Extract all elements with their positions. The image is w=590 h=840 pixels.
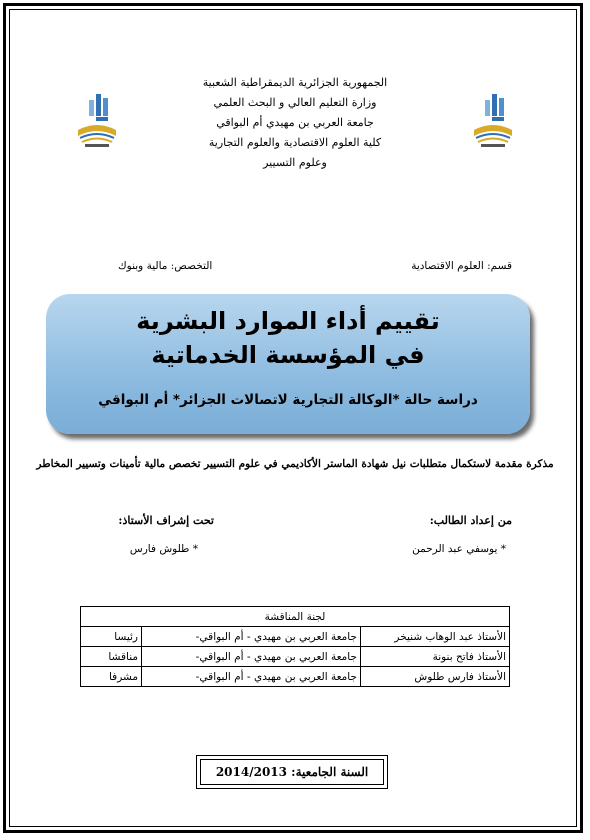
supervisor-name: * طلوش فارس [129,543,198,555]
header-line-ministry: وزارة التعليم العالي و البحث العلمي [213,96,377,109]
supervised-by-label: تحت إشراف الأستاذ: [118,514,214,527]
member-role: مشرفا [81,667,142,687]
thesis-title-box [46,294,530,434]
header-line-faculty-cont: وعلوم التسيير [263,156,327,169]
table-row [81,627,510,647]
thesis-title-line1: تقييم أداء الموارد البشرية [136,307,440,335]
thesis-subtitle: دراسة حالة *الوكالة التجارية لاتصالات الجزائر* أم البواقي [98,392,478,408]
header-line-university: جامعة العربي بن مهيدي أم البواقي [216,116,374,129]
committee-caption: لجنة المناقشة [81,607,510,627]
table-row [81,667,510,687]
academic-year: السنة الجامعية: 2014/2013 [200,759,384,785]
table-row [81,647,510,667]
thesis-statement: مذكرة مقدمة لاستكمال متطلبات نيل شهادة الماستر الأكاديمي في علوم التسيير تخصص مالية تأمينات وتسيير المخاطر [36,458,554,470]
member-university: جامعة العربي بن مهيدي - أم البواقي- [142,667,361,687]
header-line-republic: الجمهورية الجزائرية الديمقراطية الشعبية [202,76,388,89]
member-university: جامعة العربي بن مهيدي - أم البواقي- [142,627,361,647]
academic-year-box [196,755,388,789]
member-name: الأستاذ فارس طلوش [361,667,510,687]
university-logo-icon [468,90,518,152]
institution-header [150,73,440,173]
prepared-by-label: من إعداد الطالب: [429,514,512,527]
member-role: مناقشا [81,647,142,667]
department-label: قسم: العلوم الاقتصادية [411,260,512,272]
committee-table [80,606,510,687]
member-name: الأستاذ عبد الوهاب شنيخر [361,627,510,647]
specialty-label: التخصص: مالية وبنوك [118,260,213,272]
thesis-title-line2: في المؤسسة الخدماتية [151,341,425,369]
student-name: * يوسفي عبد الرحمن [412,543,506,555]
member-role: رئيسا [81,627,142,647]
member-university: جامعة العربي بن مهيدي - أم البواقي- [142,647,361,667]
header-line-faculty: كلية العلوم الاقتصادية والعلوم التجارية [208,136,382,149]
member-name: الأستاذ فاتح بنونة [361,647,510,667]
committee-caption-row [81,607,510,627]
university-logo-icon [72,90,122,152]
